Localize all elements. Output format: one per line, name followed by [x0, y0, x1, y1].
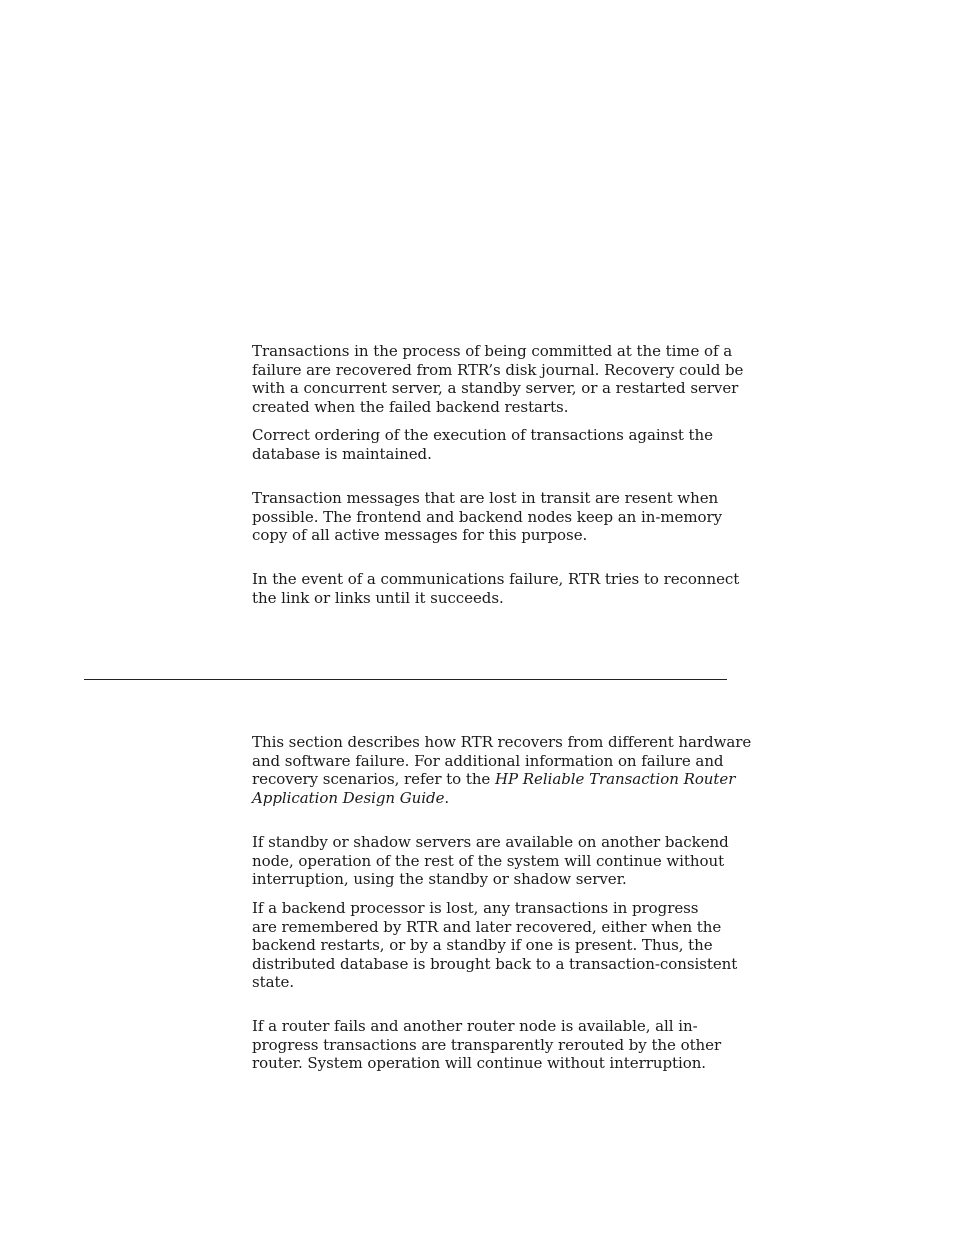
paragraph-transaction-ordering	[252, 426, 732, 463]
paragraph-disk-journal-recovery	[252, 342, 744, 416]
text-line: If a backend processor is lost, any transactions in progress	[252, 899, 699, 917]
text-line: If standby or shadow servers are available on another backend	[252, 833, 729, 851]
text-line: In the event of a communications failure, RTR tries to reconnect	[252, 570, 740, 588]
text-line: router. System operation will continue without interruption.	[252, 1054, 707, 1073]
text-line: failure are recovered from RTR’s disk journal. Recovery could be	[252, 360, 744, 379]
text-line: Transaction messages that are lost in transit are resent when	[252, 489, 719, 507]
paragraph-section-intro	[252, 733, 752, 807]
text-line	[252, 770, 736, 789]
text-line: and software failure. For additional information on failure and	[252, 751, 724, 770]
paragraph-backend-processor-lost	[252, 899, 738, 992]
text-line: created when the failed backend restarts.	[252, 397, 569, 416]
text-line: state.	[252, 973, 295, 992]
book-title: HP Reliable Transaction Router	[494, 770, 736, 789]
text-line: backend restarts, or by a standby if one is present. Thus, the	[252, 936, 713, 955]
book-title: Application Design Guide	[252, 788, 445, 807]
text-line: Correct ordering of the execution of transactions against the	[252, 426, 713, 444]
text-line: Transactions in the process of being committed at the time of a	[252, 342, 733, 360]
text-line: possible. The frontend and backend nodes keep an in-memory	[252, 507, 723, 526]
paragraph-lost-messages	[252, 489, 732, 545]
text-line: If a router fails and another router node is available, all in-	[252, 1017, 698, 1035]
text-line	[252, 789, 732, 808]
text-line: distributed database is brought back to a transaction-consistent	[252, 954, 738, 973]
text-line: node, operation of the rest of the system will continue without	[252, 851, 725, 870]
text-line: database is maintained.	[252, 444, 432, 463]
text-fragment: recovery scenarios, refer to the	[252, 770, 495, 789]
text-line: This section describes how RTR recovers from different hardware	[252, 733, 752, 751]
text-line: copy of all active messages for this purpose.	[252, 526, 588, 545]
text-line: interruption, using the standby or shadow server.	[252, 870, 627, 889]
text-fragment: .	[444, 788, 450, 807]
paragraph-router-failure	[252, 1017, 732, 1073]
text-line: the link or links until it succeeds.	[252, 588, 504, 607]
text-line: are remembered by RTR and later recovered, either when the	[252, 917, 722, 936]
section-divider	[84, 679, 727, 680]
paragraph-standby-shadow-servers	[252, 833, 732, 889]
text-line: progress transactions are transparently rerouted by the other	[252, 1035, 722, 1054]
text-line: with a concurrent server, a standby server, or a restarted server	[252, 379, 739, 398]
paragraph-communications-failure	[252, 570, 740, 607]
